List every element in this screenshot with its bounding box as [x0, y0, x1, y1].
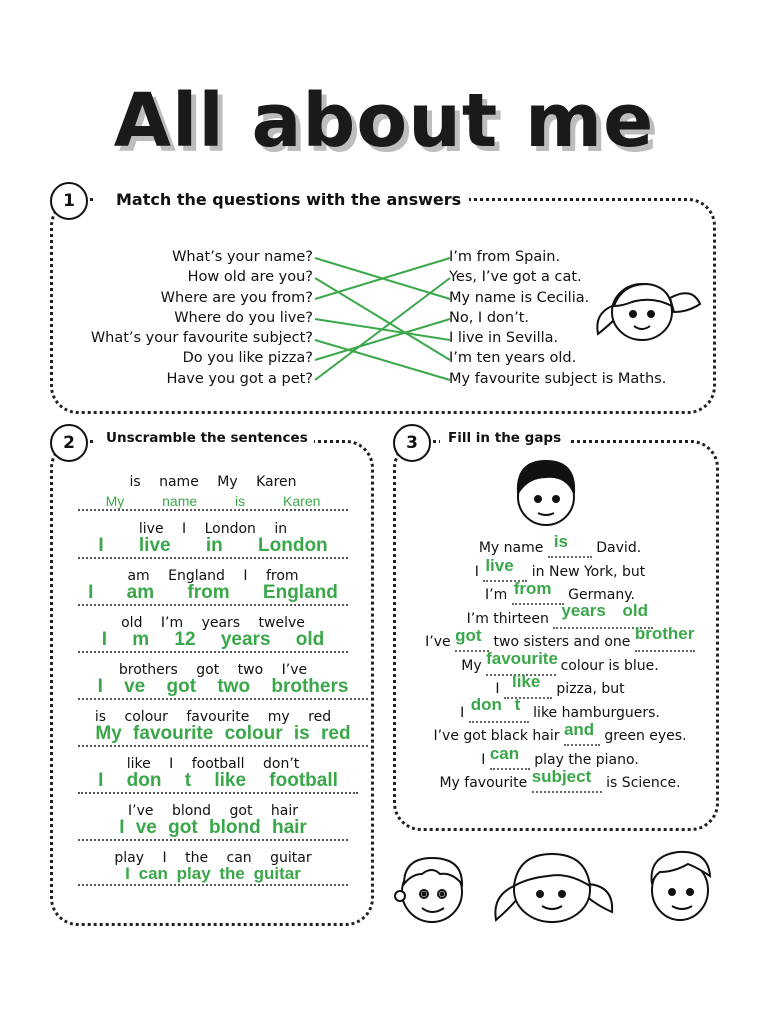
answer-field[interactable]: I live in London	[78, 535, 348, 559]
scrambled-words: brothers got two I’ve	[118, 662, 308, 678]
boy-face-icon	[508, 455, 584, 531]
gap-answer-field[interactable]: like	[511, 672, 541, 691]
gap-answer-field[interactable]: subject	[531, 767, 592, 786]
unscramble-item	[78, 756, 348, 803]
gap-sentence: I like pizza, but	[495, 672, 625, 697]
answer-field[interactable]: My favourite colour is red	[78, 723, 368, 747]
gap-sentence: I’ve got black hair and green eyes.	[433, 720, 687, 744]
gap-answer-field[interactable]: favourite	[486, 648, 558, 668]
section-3-number: 3	[393, 424, 431, 462]
match-line	[315, 340, 450, 380]
scrambled-words: is colour favourite my red	[94, 709, 332, 725]
question: Where are you from?	[160, 289, 313, 306]
question: What’s your favourite subject?	[90, 330, 313, 347]
gap-answer-field[interactable]: don t	[470, 694, 521, 714]
unscramble-list	[78, 474, 351, 897]
gap-sentence: I’m from Germany.	[485, 579, 635, 603]
gap-answer-field[interactable]: got	[455, 626, 482, 645]
answer: My name is Cecilia.	[449, 289, 590, 306]
answer: My favourite subject is Maths.	[449, 370, 667, 387]
answer: I’m from Spain.	[449, 249, 561, 265]
answer-field[interactable]: I don t like football	[78, 770, 358, 794]
gap-answer-field[interactable]: from	[513, 579, 552, 598]
boy-face-bottom-left-icon	[392, 850, 472, 926]
gap-sentence: I’m thirteen years old	[400, 611, 720, 635]
unscramble-item	[78, 521, 348, 568]
answer: I’m ten years old.	[449, 350, 577, 367]
matching-lines	[0, 0, 768, 420]
answer-field[interactable]: I m 12 years old	[78, 629, 348, 653]
gap-answer-field[interactable]: is	[553, 532, 569, 551]
unscramble-item	[78, 709, 351, 756]
gap-sentence: My favourite colour is blue.	[461, 648, 659, 674]
answer: I live in Sevilla.	[449, 330, 559, 347]
answer-field[interactable]: I ve got two brothers	[78, 676, 368, 700]
match-line	[315, 278, 450, 360]
question: Where do you live?	[174, 309, 313, 326]
scrambled-words: am England I from	[127, 568, 299, 584]
section-3-title: Fill in the gaps	[440, 430, 569, 446]
girl-face-bottom-icon	[488, 846, 618, 926]
answer-field[interactable]: I can play the guitar	[78, 864, 348, 886]
question: Do you like pizza?	[182, 350, 313, 367]
gap-sentence: I don t like hamburguers.	[460, 694, 660, 721]
gap-answer-field[interactable]: live	[485, 555, 514, 575]
section-2-title: Unscramble the sentences	[96, 430, 314, 446]
gap-sentence: My name is David.	[478, 532, 642, 556]
answer-field[interactable]: My name is Karen	[78, 493, 348, 511]
girl-face-icon	[592, 276, 702, 346]
answer: Yes, I’ve got a cat.	[449, 269, 582, 286]
match-line	[315, 319, 450, 360]
scrambled-words: play I the can guitar	[114, 850, 312, 866]
section-1-number: 1	[50, 182, 88, 220]
question: What’s your name?	[172, 249, 313, 265]
question: Have you got a pet?	[166, 370, 313, 387]
unscramble-item	[78, 803, 348, 850]
page-title: All about me	[113, 78, 655, 164]
gap-answer-field[interactable]: brother	[634, 624, 695, 643]
gap-answer-field[interactable]: and	[563, 720, 595, 739]
section-2-number: 2	[50, 424, 88, 462]
gap-sentence: I’ve got two sisters and one brother	[425, 624, 695, 650]
unscramble-item	[78, 615, 348, 662]
answer-field[interactable]: I ve got blond hair	[78, 817, 348, 841]
scrambled-words: I’ve blond got hair	[128, 803, 298, 819]
scrambled-words: live I London in	[138, 521, 288, 537]
boy-face-bottom-right-icon	[638, 846, 718, 926]
gap-answer-field[interactable]: years old	[561, 600, 649, 620]
fill-gaps-list	[400, 532, 720, 799]
question: How old are you?	[187, 269, 313, 286]
section-1-title: Match the questions with the answers	[96, 190, 469, 209]
answer-field[interactable]: I am from England	[78, 582, 348, 606]
scrambled-words: old I’m years twelve	[121, 615, 305, 631]
unscramble-item	[78, 850, 348, 897]
unscramble-item	[78, 474, 348, 521]
gap-sentence: I live in New York, but	[474, 555, 646, 580]
unscramble-item	[78, 568, 348, 615]
answer: No, I don’t.	[449, 309, 529, 326]
gap-sentence: I can play the piano.	[481, 743, 639, 768]
scrambled-words: is name My Karen	[129, 474, 297, 490]
scrambled-words: like I football don’t	[126, 756, 300, 772]
gap-answer-field[interactable]: can	[489, 743, 520, 763]
unscramble-item	[78, 662, 348, 709]
gap-sentence: My favourite subject is Science.	[439, 767, 681, 791]
